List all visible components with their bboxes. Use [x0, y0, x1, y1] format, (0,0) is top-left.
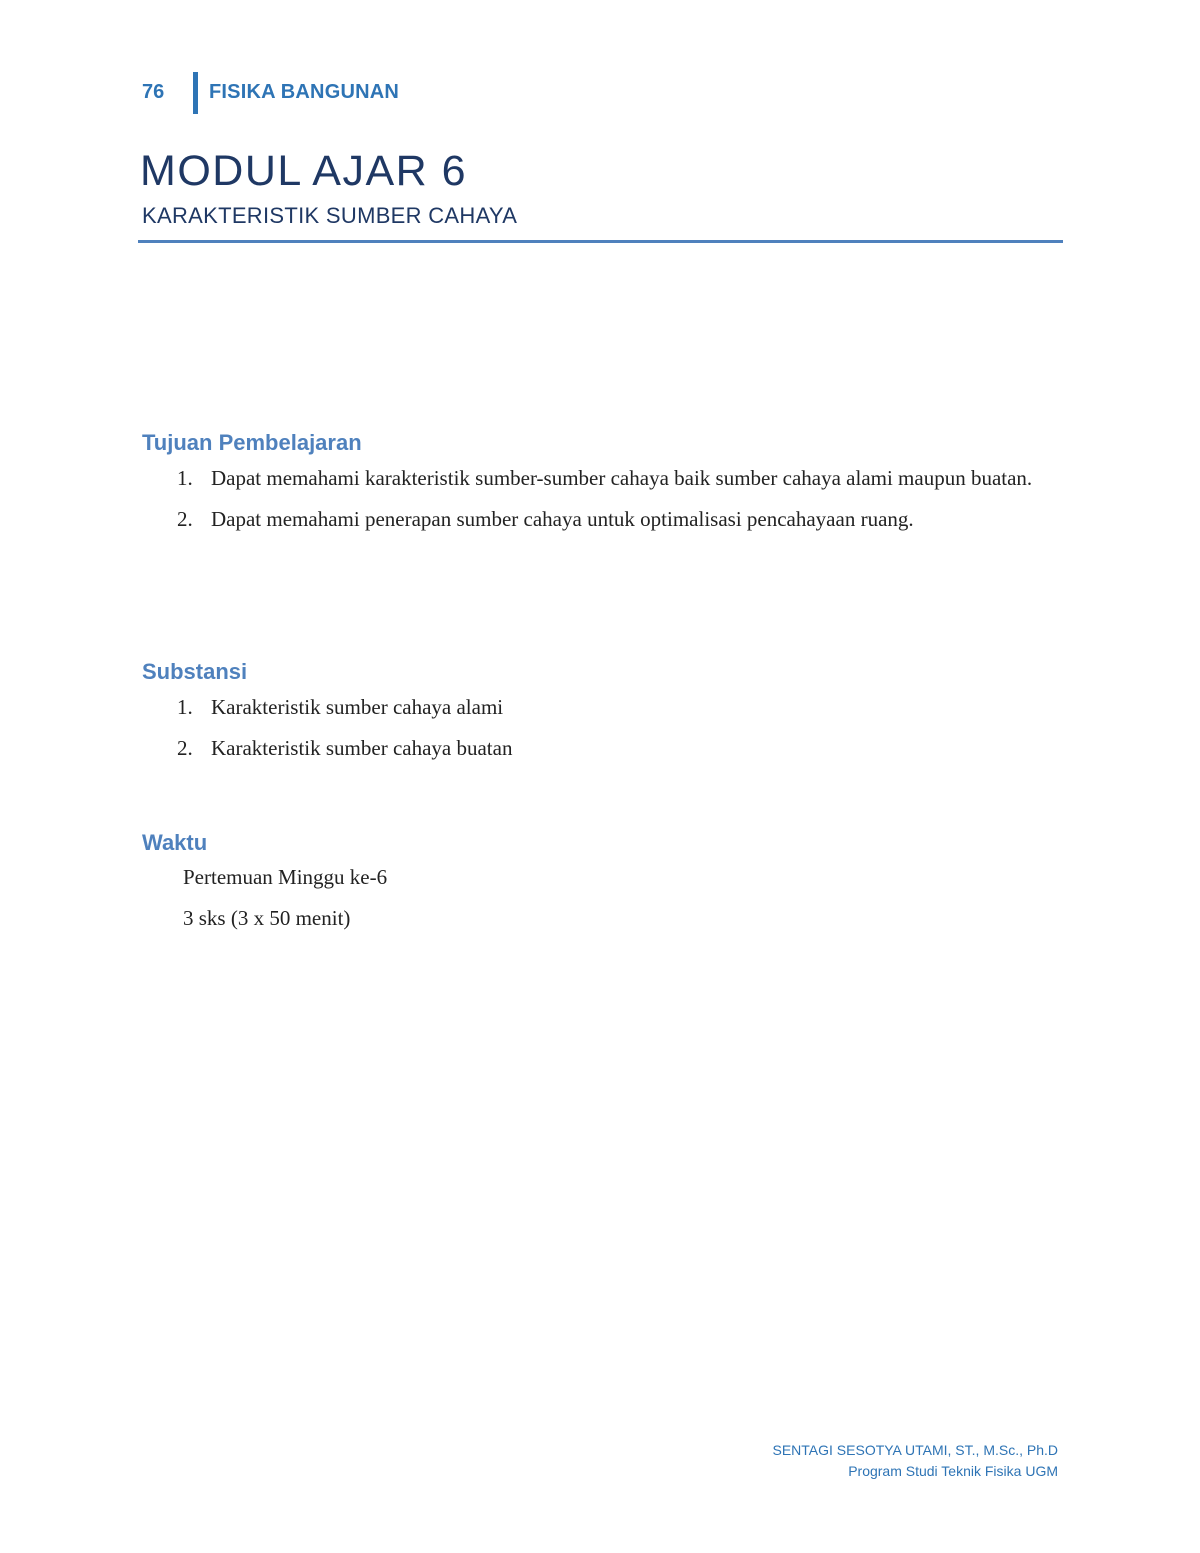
module-title: MODUL AJAR 6 [140, 147, 468, 195]
list-item-text: Dapat memahami penerapan sumber cahaya untuk optimalisasi pencahayaan ruang. [211, 507, 914, 531]
list-item-number: 1. [177, 695, 193, 719]
header-divider-bar [193, 72, 198, 114]
list-item-text: Karakteristik sumber cahaya alami [211, 695, 504, 719]
waktu-line-credits: 3 sks (3 x 50 menit) [183, 906, 351, 930]
list-item-text: Karakteristik sumber cahaya buatan [211, 736, 513, 760]
module-subtitle: KARAKTERISTIK SUMBER CAHAYA [142, 203, 518, 228]
list-item-number: 2. [177, 736, 193, 760]
list-item [142, 458, 1072, 499]
book-title: FISIKA BANGUNAN [209, 81, 400, 103]
section-heading-substansi: Substansi [142, 659, 248, 684]
list-item [142, 728, 1072, 769]
list-item [142, 499, 1072, 540]
title-underline-rule [138, 240, 1063, 243]
page-number: 76 [142, 81, 165, 103]
list-item-number: 2. [177, 507, 193, 531]
substansi-list [142, 687, 1072, 769]
footer-program: Program Studi Teknik Fisika UGM [848, 1463, 1058, 1479]
tujuan-list [142, 458, 1072, 540]
section-heading-waktu: Waktu [142, 830, 208, 855]
waktu-details [183, 857, 387, 939]
section-heading-tujuan: Tujuan Pembelajaran [142, 430, 362, 455]
list-item [142, 687, 1072, 728]
list-item-number: 1. [177, 466, 193, 490]
footer-author: SENTAGI SESOTYA UTAMI, ST., M.Sc., Ph.D [772, 1442, 1058, 1458]
waktu-line-meeting: Pertemuan Minggu ke-6 [183, 865, 388, 889]
list-item-text: Dapat memahami karakteristik sumber-sumber cahaya baik sumber cahaya alami maupun buatan. [211, 466, 1033, 490]
running-header [142, 72, 642, 114]
page-footer [773, 1440, 1059, 1482]
